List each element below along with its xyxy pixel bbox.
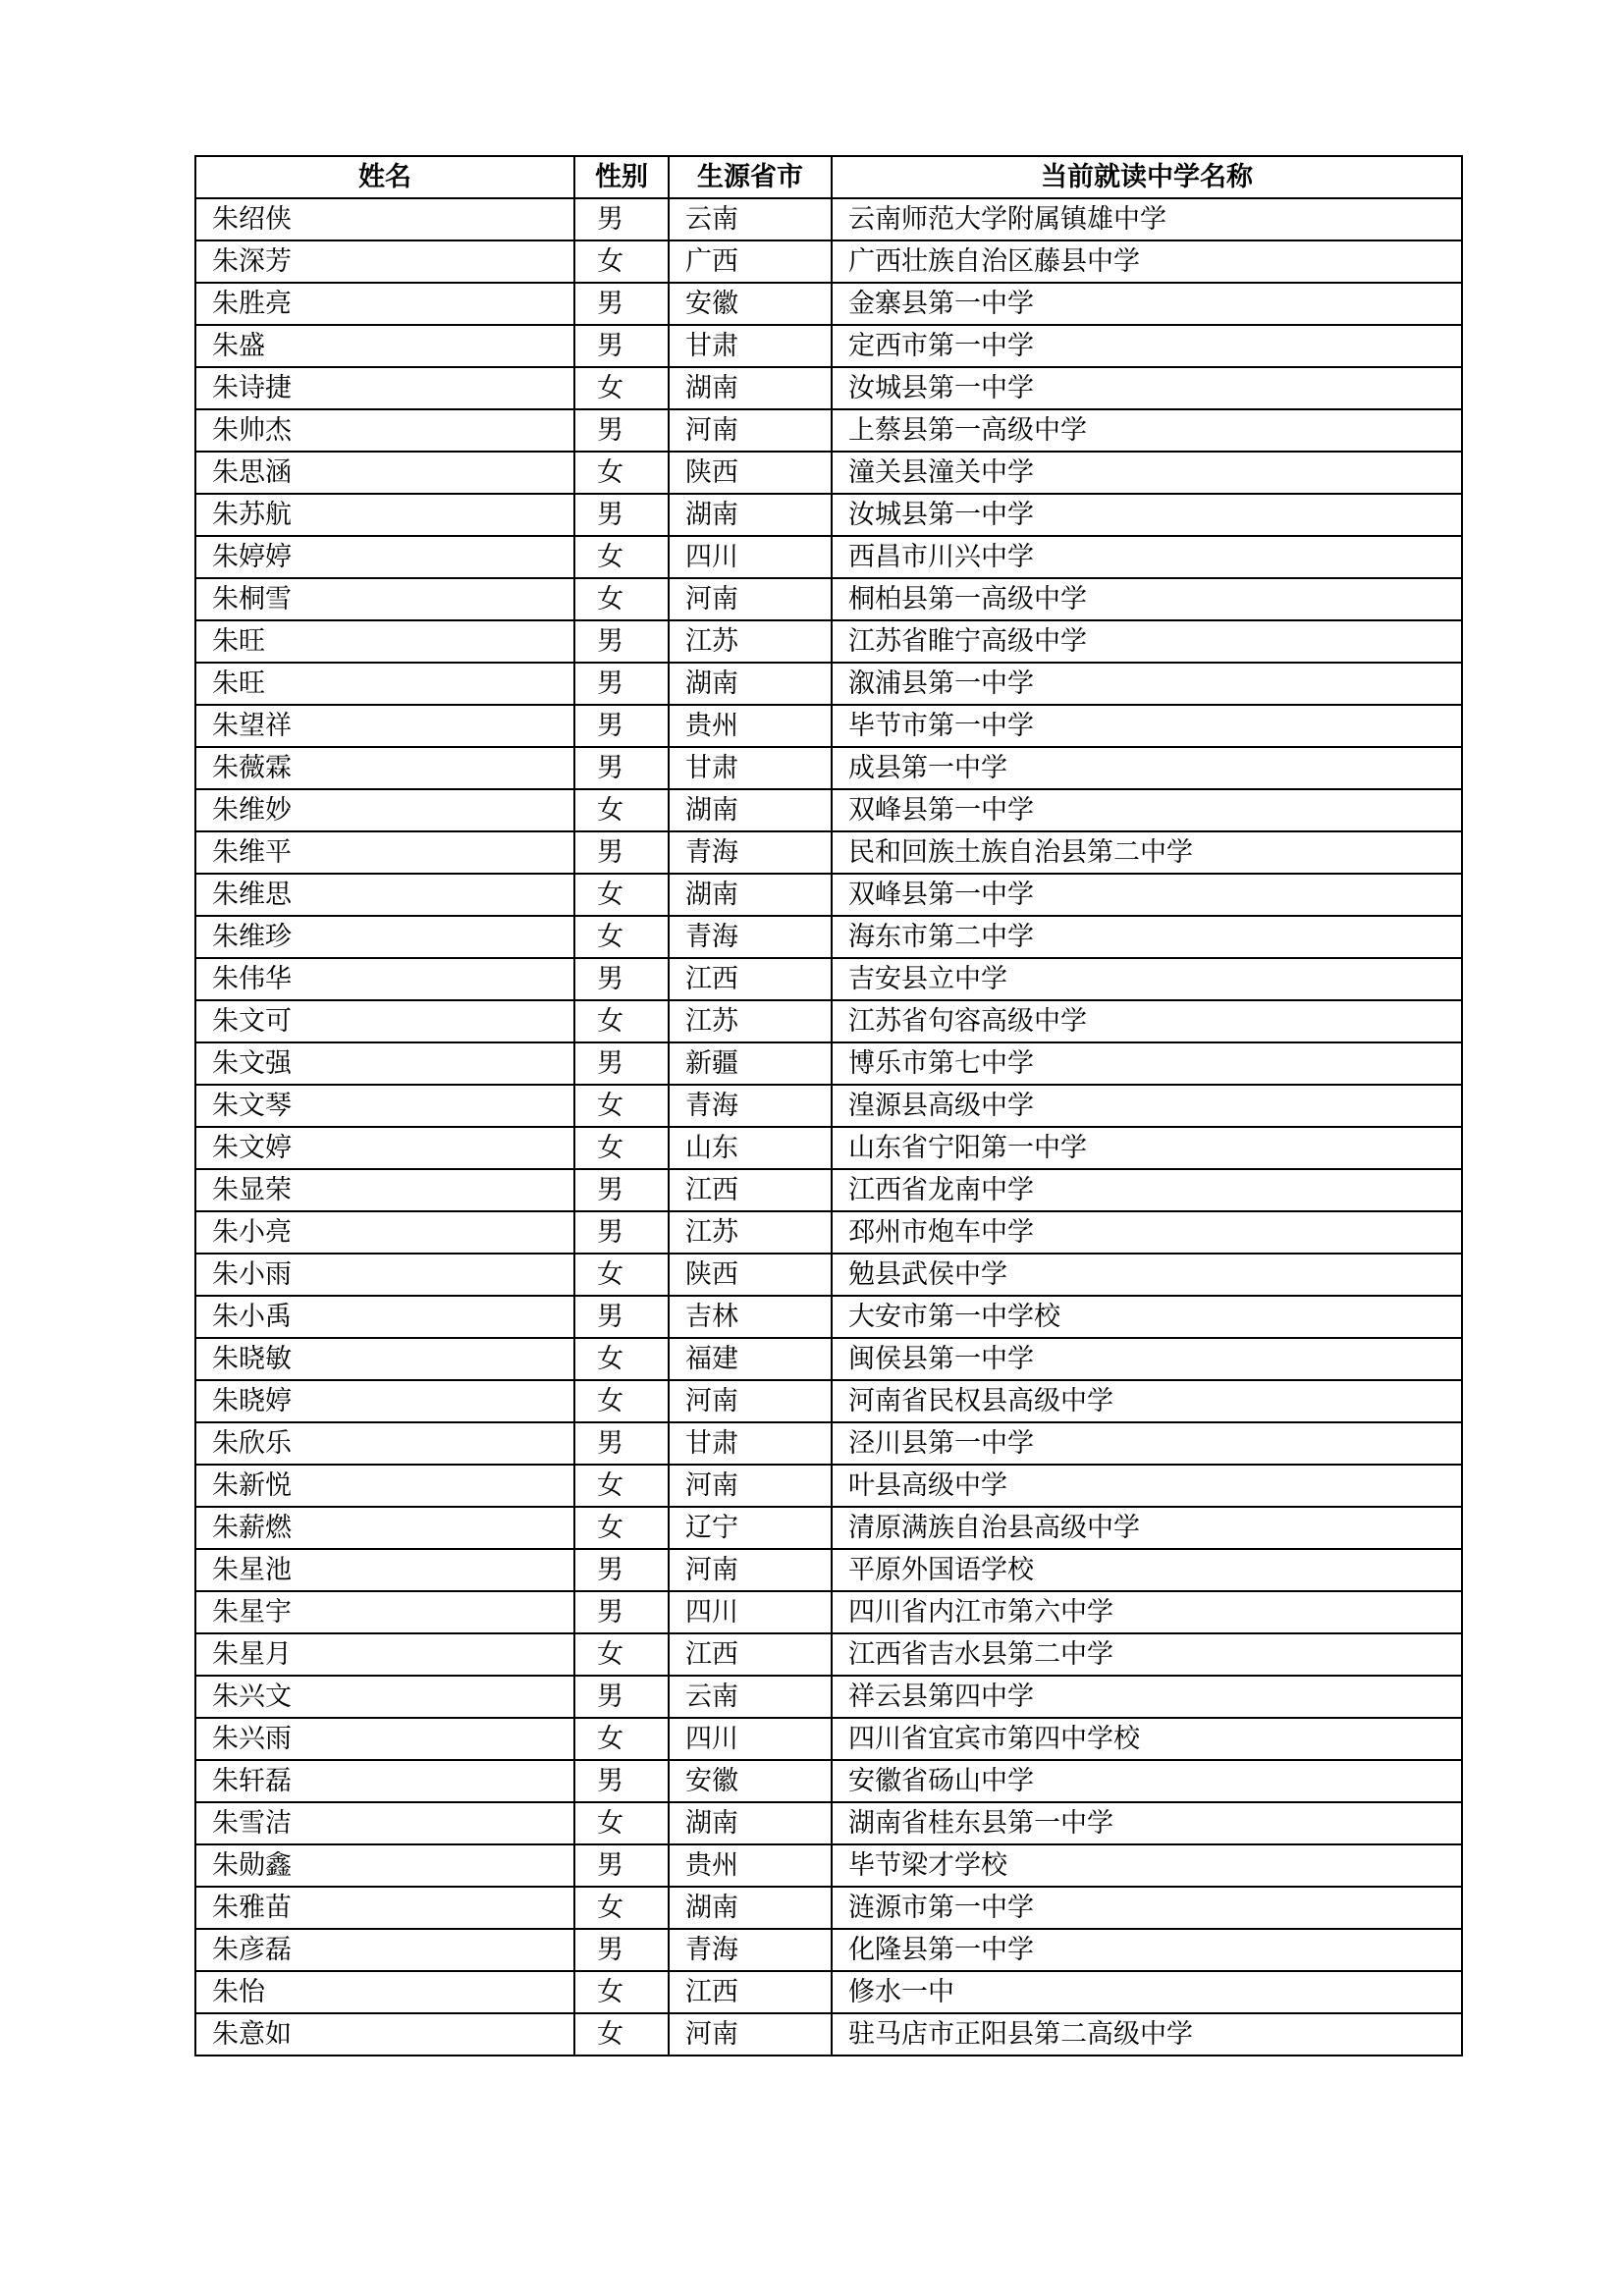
cell-school: 清原满族自治县高级中学 <box>832 1507 1462 1549</box>
cell-name: 朱文琴 <box>195 1085 574 1127</box>
cell-gender: 男 <box>574 1042 669 1085</box>
cell-gender: 女 <box>574 1718 669 1760</box>
cell-name: 朱维珍 <box>195 916 574 958</box>
cell-school: 驻马店市正阳县第二高级中学 <box>832 2013 1462 2056</box>
cell-gender: 女 <box>574 452 669 494</box>
table-row <box>195 1254 1462 1296</box>
cell-school: 成县第一中学 <box>832 747 1462 789</box>
cell-name: 朱维思 <box>195 874 574 916</box>
cell-school: 山东省宁阳第一中学 <box>832 1127 1462 1169</box>
cell-name: 朱苏航 <box>195 494 574 536</box>
column-header-school: 当前就读中学名称 <box>832 156 1462 198</box>
cell-school: 河南省民权县高级中学 <box>832 1380 1462 1422</box>
cell-province: 江苏 <box>669 1000 832 1042</box>
cell-gender: 男 <box>574 1422 669 1465</box>
cell-school: 毕节市第一中学 <box>832 705 1462 747</box>
cell-province: 贵州 <box>669 1844 832 1887</box>
cell-gender: 女 <box>574 1802 669 1844</box>
cell-gender: 男 <box>574 494 669 536</box>
cell-province: 吉林 <box>669 1296 832 1338</box>
table-row <box>195 1465 1462 1507</box>
cell-province: 辽宁 <box>669 1507 832 1549</box>
table-row <box>195 494 1462 536</box>
cell-gender: 男 <box>574 198 669 240</box>
cell-gender: 女 <box>574 916 669 958</box>
cell-province: 湖南 <box>669 494 832 536</box>
cell-name: 朱小禹 <box>195 1296 574 1338</box>
student-roster-table <box>194 155 1463 2056</box>
table-row <box>195 1971 1462 2013</box>
cell-name: 朱旺 <box>195 620 574 663</box>
table-row <box>195 874 1462 916</box>
table-row <box>195 1844 1462 1887</box>
cell-province: 青海 <box>669 1085 832 1127</box>
table-row <box>195 1591 1462 1633</box>
cell-gender: 男 <box>574 1760 669 1802</box>
cell-school: 潼关县潼关中学 <box>832 452 1462 494</box>
cell-gender: 男 <box>574 1676 669 1718</box>
table-row <box>195 2013 1462 2056</box>
table-row <box>195 1802 1462 1844</box>
cell-province: 湖南 <box>669 1802 832 1844</box>
cell-province: 河南 <box>669 1549 832 1591</box>
cell-province: 新疆 <box>669 1042 832 1085</box>
table-row <box>195 536 1462 578</box>
table-row <box>195 367 1462 409</box>
cell-gender: 男 <box>574 747 669 789</box>
cell-school: 湖南省桂东县第一中学 <box>832 1802 1462 1844</box>
table-row <box>195 1127 1462 1169</box>
cell-name: 朱桐雪 <box>195 578 574 620</box>
cell-name: 朱帅杰 <box>195 409 574 452</box>
cell-school: 祥云县第四中学 <box>832 1676 1462 1718</box>
column-header-name: 姓名 <box>195 156 574 198</box>
cell-gender: 男 <box>574 325 669 367</box>
cell-school: 溆浦县第一中学 <box>832 663 1462 705</box>
cell-school: 双峰县第一中学 <box>832 874 1462 916</box>
cell-province: 湖南 <box>669 874 832 916</box>
cell-gender: 女 <box>574 874 669 916</box>
cell-province: 江西 <box>669 1971 832 2013</box>
table-row <box>195 283 1462 325</box>
cell-province: 贵州 <box>669 705 832 747</box>
cell-province: 青海 <box>669 831 832 874</box>
cell-province: 陕西 <box>669 452 832 494</box>
cell-province: 河南 <box>669 409 832 452</box>
cell-name: 朱兴雨 <box>195 1718 574 1760</box>
cell-province: 甘肃 <box>669 1422 832 1465</box>
cell-name: 朱雪洁 <box>195 1802 574 1844</box>
table-row <box>195 325 1462 367</box>
cell-gender: 女 <box>574 1633 669 1676</box>
cell-gender: 男 <box>574 1844 669 1887</box>
table-row <box>195 1211 1462 1254</box>
cell-name: 朱旺 <box>195 663 574 705</box>
table-row <box>195 1169 1462 1211</box>
cell-gender: 女 <box>574 1085 669 1127</box>
table-row <box>195 198 1462 240</box>
table-row <box>195 620 1462 663</box>
cell-school: 云南师范大学附属镇雄中学 <box>832 198 1462 240</box>
cell-school: 民和回族土族自治县第二中学 <box>832 831 1462 874</box>
cell-name: 朱薪燃 <box>195 1507 574 1549</box>
table-row <box>195 1676 1462 1718</box>
cell-school: 邳州市炮车中学 <box>832 1211 1462 1254</box>
cell-school: 汝城县第一中学 <box>832 367 1462 409</box>
cell-gender: 男 <box>574 1211 669 1254</box>
cell-name: 朱维平 <box>195 831 574 874</box>
cell-name: 朱文婷 <box>195 1127 574 1169</box>
cell-province: 四川 <box>669 1718 832 1760</box>
table-row <box>195 578 1462 620</box>
cell-school: 桐柏县第一高级中学 <box>832 578 1462 620</box>
cell-gender: 女 <box>574 1338 669 1380</box>
cell-school: 江西省吉水县第二中学 <box>832 1633 1462 1676</box>
cell-school: 安徽省砀山中学 <box>832 1760 1462 1802</box>
cell-name: 朱维妙 <box>195 789 574 831</box>
table-row <box>195 1887 1462 1929</box>
cell-school: 江西省龙南中学 <box>832 1169 1462 1211</box>
table-row <box>195 1633 1462 1676</box>
cell-name: 朱晓婷 <box>195 1380 574 1422</box>
cell-name: 朱星池 <box>195 1549 574 1591</box>
cell-province: 河南 <box>669 2013 832 2056</box>
cell-name: 朱彦磊 <box>195 1929 574 1971</box>
cell-school: 金寨县第一中学 <box>832 283 1462 325</box>
cell-gender: 女 <box>574 1380 669 1422</box>
cell-school: 湟源县高级中学 <box>832 1085 1462 1127</box>
cell-province: 云南 <box>669 198 832 240</box>
cell-province: 江西 <box>669 958 832 1000</box>
cell-school: 江苏省睢宁高级中学 <box>832 620 1462 663</box>
table-row <box>195 1000 1462 1042</box>
cell-school: 江苏省句容高级中学 <box>832 1000 1462 1042</box>
cell-gender: 女 <box>574 1254 669 1296</box>
cell-school: 广西壮族自治区藤县中学 <box>832 240 1462 283</box>
cell-gender: 女 <box>574 1127 669 1169</box>
cell-name: 朱意如 <box>195 2013 574 2056</box>
table-row <box>195 1760 1462 1802</box>
cell-name: 朱绍侠 <box>195 198 574 240</box>
cell-gender: 女 <box>574 2013 669 2056</box>
cell-gender: 女 <box>574 367 669 409</box>
cell-province: 江苏 <box>669 1211 832 1254</box>
cell-province: 云南 <box>669 1676 832 1718</box>
cell-province: 陕西 <box>669 1254 832 1296</box>
cell-province: 湖南 <box>669 789 832 831</box>
cell-name: 朱婷婷 <box>195 536 574 578</box>
cell-name: 朱诗捷 <box>195 367 574 409</box>
cell-province: 安徽 <box>669 1760 832 1802</box>
cell-gender: 男 <box>574 705 669 747</box>
cell-name: 朱伟华 <box>195 958 574 1000</box>
cell-name: 朱望祥 <box>195 705 574 747</box>
table-body <box>195 198 1462 2056</box>
cell-school: 勉县武侯中学 <box>832 1254 1462 1296</box>
cell-name: 朱小亮 <box>195 1211 574 1254</box>
cell-province: 山东 <box>669 1127 832 1169</box>
cell-province: 安徽 <box>669 283 832 325</box>
cell-name: 朱薇霖 <box>195 747 574 789</box>
cell-name: 朱雅苗 <box>195 1887 574 1929</box>
cell-name: 朱显荣 <box>195 1169 574 1211</box>
cell-gender: 男 <box>574 958 669 1000</box>
cell-gender: 男 <box>574 663 669 705</box>
cell-province: 甘肃 <box>669 747 832 789</box>
cell-school: 大安市第一中学校 <box>832 1296 1462 1338</box>
cell-province: 湖南 <box>669 367 832 409</box>
cell-gender: 男 <box>574 831 669 874</box>
cell-school: 修水一中 <box>832 1971 1462 2013</box>
table-row <box>195 1296 1462 1338</box>
cell-school: 吉安县立中学 <box>832 958 1462 1000</box>
cell-school: 泾川县第一中学 <box>832 1422 1462 1465</box>
cell-gender: 女 <box>574 1507 669 1549</box>
cell-gender: 男 <box>574 1549 669 1591</box>
table-row <box>195 409 1462 452</box>
table-row <box>195 1338 1462 1380</box>
cell-gender: 女 <box>574 240 669 283</box>
table-row <box>195 747 1462 789</box>
cell-school: 叶县高级中学 <box>832 1465 1462 1507</box>
table-row <box>195 705 1462 747</box>
cell-name: 朱轩磊 <box>195 1760 574 1802</box>
cell-name: 朱胜亮 <box>195 283 574 325</box>
cell-province: 湖南 <box>669 663 832 705</box>
cell-name: 朱文可 <box>195 1000 574 1042</box>
cell-name: 朱小雨 <box>195 1254 574 1296</box>
table-row <box>195 1929 1462 1971</box>
cell-gender: 男 <box>574 1591 669 1633</box>
cell-gender: 女 <box>574 789 669 831</box>
cell-gender: 女 <box>574 1465 669 1507</box>
cell-name: 朱勋鑫 <box>195 1844 574 1887</box>
table-row <box>195 1549 1462 1591</box>
cell-school: 毕节梁才学校 <box>832 1844 1462 1887</box>
table-row <box>195 831 1462 874</box>
cell-school: 西昌市川兴中学 <box>832 536 1462 578</box>
cell-name: 朱兴文 <box>195 1676 574 1718</box>
cell-school: 定西市第一中学 <box>832 325 1462 367</box>
cell-gender: 女 <box>574 1887 669 1929</box>
table-row <box>195 916 1462 958</box>
table-row <box>195 789 1462 831</box>
cell-school: 博乐市第七中学 <box>832 1042 1462 1085</box>
cell-gender: 女 <box>574 578 669 620</box>
cell-name: 朱欣乐 <box>195 1422 574 1465</box>
cell-gender: 女 <box>574 1000 669 1042</box>
cell-school: 四川省内江市第六中学 <box>832 1591 1462 1633</box>
cell-gender: 女 <box>574 1971 669 2013</box>
table-row <box>195 958 1462 1000</box>
cell-name: 朱新悦 <box>195 1465 574 1507</box>
cell-gender: 男 <box>574 409 669 452</box>
cell-province: 青海 <box>669 916 832 958</box>
cell-province: 青海 <box>669 1929 832 1971</box>
table-row <box>195 240 1462 283</box>
cell-province: 四川 <box>669 536 832 578</box>
cell-province: 河南 <box>669 1465 832 1507</box>
table-row <box>195 1042 1462 1085</box>
cell-school: 汝城县第一中学 <box>832 494 1462 536</box>
cell-province: 福建 <box>669 1338 832 1380</box>
table-row <box>195 1380 1462 1422</box>
cell-school: 上蔡县第一高级中学 <box>832 409 1462 452</box>
cell-gender: 女 <box>574 536 669 578</box>
cell-school: 涟源市第一中学 <box>832 1887 1462 1929</box>
cell-gender: 男 <box>574 620 669 663</box>
cell-province: 广西 <box>669 240 832 283</box>
cell-gender: 男 <box>574 283 669 325</box>
cell-province: 河南 <box>669 1380 832 1422</box>
column-header-gender: 性别 <box>574 156 669 198</box>
cell-name: 朱深芳 <box>195 240 574 283</box>
cell-province: 江苏 <box>669 620 832 663</box>
table-row <box>195 1422 1462 1465</box>
table-row <box>195 1507 1462 1549</box>
table-row <box>195 452 1462 494</box>
cell-province: 甘肃 <box>669 325 832 367</box>
cell-province: 江西 <box>669 1169 832 1211</box>
cell-province: 河南 <box>669 578 832 620</box>
table-row <box>195 663 1462 705</box>
cell-gender: 男 <box>574 1929 669 1971</box>
cell-school: 化隆县第一中学 <box>832 1929 1462 1971</box>
cell-province: 江西 <box>669 1633 832 1676</box>
table-row <box>195 1085 1462 1127</box>
table-row <box>195 1718 1462 1760</box>
cell-name: 朱盛 <box>195 325 574 367</box>
cell-name: 朱晓敏 <box>195 1338 574 1380</box>
cell-name: 朱思涵 <box>195 452 574 494</box>
cell-province: 四川 <box>669 1591 832 1633</box>
cell-province: 湖南 <box>669 1887 832 1929</box>
cell-gender: 男 <box>574 1169 669 1211</box>
cell-name: 朱怡 <box>195 1971 574 2013</box>
cell-name: 朱星宇 <box>195 1591 574 1633</box>
cell-gender: 男 <box>574 1296 669 1338</box>
header-row <box>195 156 1462 198</box>
cell-school: 平原外国语学校 <box>832 1549 1462 1591</box>
cell-school: 四川省宜宾市第四中学校 <box>832 1718 1462 1760</box>
cell-school: 闽侯县第一中学 <box>832 1338 1462 1380</box>
column-header-province: 生源省市 <box>669 156 832 198</box>
table-header <box>195 156 1462 198</box>
cell-school: 海东市第二中学 <box>832 916 1462 958</box>
cell-school: 双峰县第一中学 <box>832 789 1462 831</box>
cell-name: 朱文强 <box>195 1042 574 1085</box>
cell-name: 朱星月 <box>195 1633 574 1676</box>
